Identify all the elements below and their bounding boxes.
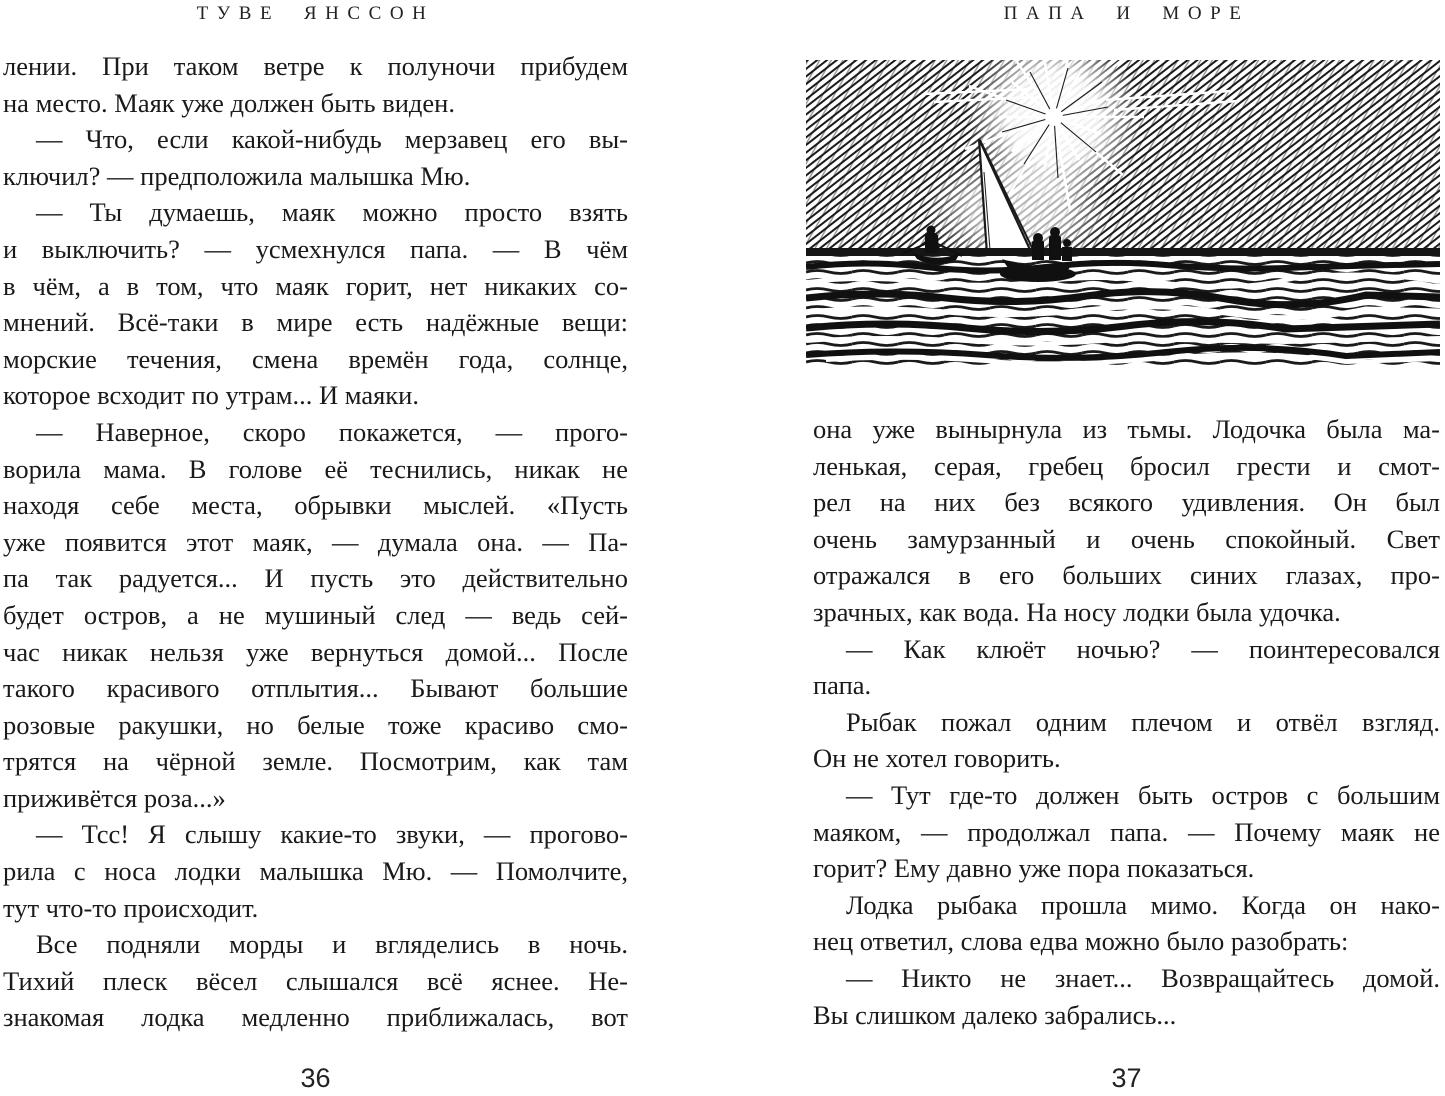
text-line: ленькая, серая, гребец бросил грести и смот- xyxy=(813,450,1440,481)
text-line: — Тсс! Я слышу какие-то звуки, — прогово- xyxy=(36,819,628,850)
text-line: Лодка рыбака прошла мимо. Когда он нако- xyxy=(846,889,1440,920)
text-line: будет остров, а не мушиный след — ведь сей- xyxy=(3,599,628,630)
text-line: морские течения, смена времён года, солнце, xyxy=(3,343,628,374)
text-line: и выключить? — усмехнулся папа. — В чём xyxy=(3,233,628,264)
text-line: мнений. Всё-таки в мире есть надёжные вещи: xyxy=(3,307,628,338)
text-line: — Никто не знает... Возвращайтесь домой. xyxy=(846,962,1440,993)
text-line: зрачных, как вода. На носу лодки была удочка. xyxy=(813,596,1341,627)
text-line: маяком, — продолжал папа. — Почему маяк не xyxy=(813,816,1440,847)
text-line: такого красивого отплытия... Бывают большие xyxy=(3,673,628,704)
left-page-text xyxy=(3,48,628,1036)
text-line: знакомая лодка медленно приближалась, вот xyxy=(3,1002,628,1033)
text-line: она уже вынырнула из тьмы. Лодочка была ма- xyxy=(813,414,1440,444)
text-line: отражался в его больших синих глазах, про- xyxy=(813,560,1440,591)
text-line: рел на них без всякого удивления. Он был xyxy=(813,487,1440,518)
text-line: ключил? — предположила малышка Мю. xyxy=(3,160,471,191)
text-line: которое всходит по утрам... И маяки. xyxy=(3,380,419,411)
right-page-text xyxy=(813,411,1440,1033)
text-line: уже появится этот маяк, — думала она. — Па- xyxy=(3,526,628,557)
text-line: находя себе места, обрывки мыслей. «Пусть xyxy=(3,490,628,521)
text-line: в чём, а в том, что маяк горит, нет никаких со- xyxy=(3,270,628,301)
text-line: тут что-то происходит. xyxy=(3,892,259,923)
text-line: — Как клюёт ночью? — поинтересовался xyxy=(846,633,1440,664)
text-line: очень замурзанный и очень спокойный. Свет xyxy=(813,523,1440,554)
text-line: Тихий плеск вёсел слышался всё яснее. Не- xyxy=(3,965,628,996)
text-line: Рыбак пожал одним плечом и отвёл взгляд. xyxy=(846,706,1440,737)
text-line: — Ты думаешь, маяк можно просто взять xyxy=(36,197,628,228)
right-page xyxy=(813,0,1440,1096)
text-line: па так радуется... И пусть это действительно xyxy=(3,563,628,594)
text-line: ворила мама. В голове её теснились, никак не xyxy=(3,453,628,484)
text-line: розовые ракушки, но белые тоже красиво смо- xyxy=(3,709,628,740)
text-line: папа. xyxy=(813,670,872,701)
text-line: Вы слишком далеко забрались... xyxy=(813,999,1177,1030)
text-line: — Тут где-то должен быть остров с большим xyxy=(846,779,1440,810)
page-number-right: 37 xyxy=(1111,1063,1142,1093)
running-head-author: ТУВЕ ЯНССОН xyxy=(196,3,435,24)
text-line: рила с носа лодки малышка Мю. — Помолчите, xyxy=(3,856,628,887)
night-sea-sailboat-star-illustration xyxy=(806,60,1440,365)
page-number-left: 36 xyxy=(300,1063,331,1093)
text-line: лении. При таком ветре к полуночи прибудем xyxy=(3,51,628,81)
text-line: приживётся роза...» xyxy=(3,782,226,813)
text-line: Он не хотел говорить. xyxy=(813,743,1061,774)
text-line: на место. Маяк уже должен быть виден. xyxy=(3,87,455,118)
running-head-title: ПАПА И МОРЕ xyxy=(1003,3,1250,24)
left-page xyxy=(3,0,628,1096)
text-line: нец ответил, слова едва можно было разобрать: xyxy=(813,926,1349,957)
text-line: горит? Ему давно уже пора показаться. xyxy=(813,853,1255,884)
text-line: — Что, если какой-нибудь мерзавец его вы- xyxy=(36,124,628,155)
text-line: Все подняли морды и вгляделись в ночь. xyxy=(36,929,628,960)
star-core xyxy=(1045,108,1063,126)
illustration-figure xyxy=(806,60,1440,365)
text-line: — Наверное, скоро покажется, — прого- xyxy=(36,416,628,447)
text-line: час никак нельзя уже вернуться домой... После xyxy=(3,636,628,667)
text-line: трятся на чёрной земле. Посмотрим, как там xyxy=(3,746,628,777)
